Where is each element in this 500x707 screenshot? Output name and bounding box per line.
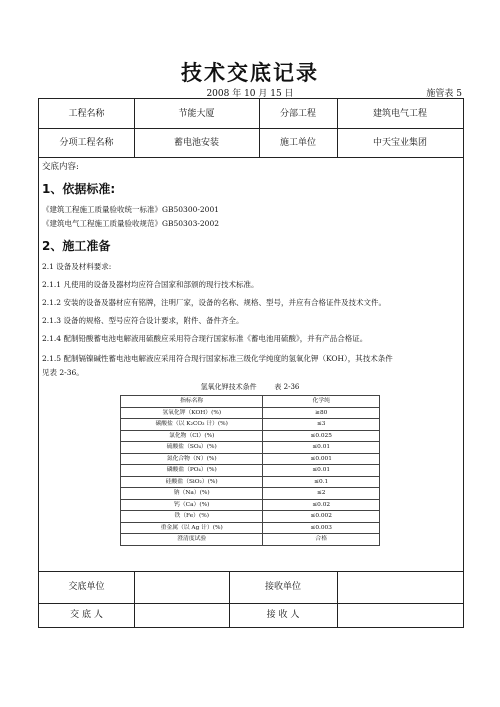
table-row <box>121 499 380 511</box>
table-row <box>121 465 380 477</box>
spec-table-caption: 氢氧化钾技术条件 表 2-36 <box>200 383 300 391</box>
project-name-label: 工程名称 <box>68 109 105 119</box>
table-row <box>121 488 380 500</box>
table-row <box>121 453 380 465</box>
form-number: 施管表 5 <box>426 89 462 99</box>
table-row <box>121 511 380 523</box>
sub-project-value: 建筑电气工程 <box>372 109 427 119</box>
table-cell: 硫酸盐（SO₄）(%) <box>121 442 263 454</box>
prep-item: 2.1.1 凡使用的设备及器材均应符合国家和部颁的现行技术标准。 <box>42 280 259 289</box>
footer-row-divider <box>39 603 463 604</box>
prep-item: 2.1.3 设备的规格、型号应符合设计要求，附件、备件齐全。 <box>42 316 244 325</box>
receiver-unit-label: 接收单位 <box>264 582 301 592</box>
table-cell: ≤0.001 <box>263 453 380 465</box>
handover-person-label: 交 底 人 <box>70 610 103 620</box>
table-cell: 氯化物（Cl）(%) <box>121 430 263 442</box>
table-cell: 磷酸盐（PO₄）(%) <box>121 465 263 477</box>
content-label: 交底内容: <box>42 162 79 172</box>
footer-col-divider-3 <box>337 571 338 627</box>
table-header-cell: 化学纯 <box>263 396 380 408</box>
content-area <box>42 160 454 379</box>
table-cell: 碳酸盐（以 K₂CO₃ 计）(%) <box>121 419 263 431</box>
receiver-person-label: 接 收 人 <box>266 610 300 620</box>
table-row <box>121 534 380 546</box>
table-cell: 钙（Ca）(%) <box>121 499 263 511</box>
table-cell: ≤0.025 <box>263 430 380 442</box>
table-cell: 钠（Na）(%) <box>121 488 263 500</box>
table-cell: 氮化合物（N）(%) <box>121 453 263 465</box>
table-row <box>121 430 380 442</box>
table-row <box>121 442 380 454</box>
table-cell: ≤0.003 <box>263 522 380 534</box>
table-cell: ≤0.02 <box>263 499 380 511</box>
table-cell: 铁（Fe）(%) <box>121 511 263 523</box>
preparation-items <box>42 258 454 379</box>
table-cell: 澄清度试验 <box>121 534 263 546</box>
table-cell: 氢氧化钾（KOH）(%) <box>121 407 263 419</box>
header-bottom-divider <box>39 157 463 158</box>
construction-unit-value: 中天宝业集团 <box>372 138 427 148</box>
header-row-divider <box>39 128 463 129</box>
prep-item: 2.1 设备及材料要求: <box>42 262 112 271</box>
construction-unit-label: 施工单位 <box>279 138 316 148</box>
standards-list <box>42 203 454 231</box>
table-cell: 硅酸盐（SiO₂）(%) <box>121 476 263 488</box>
handover-unit-label: 交底单位 <box>68 582 105 592</box>
table-header-cell: 指标名称 <box>121 396 263 408</box>
footer-col-divider-1 <box>134 571 135 627</box>
koh-spec-table <box>120 395 380 546</box>
project-name-value: 节能大厦 <box>178 109 215 119</box>
footer-top-divider <box>39 571 463 572</box>
table-cell: ≤0.1 <box>263 476 380 488</box>
prep-item-continued: 见表 2-36。 <box>42 368 84 377</box>
prep-item: 2.1.4 配制铅酸蓄电池电解液用硫酸应采用符合现行国家标准《蓄电池用硫酸》，并有产品合格证。 <box>42 334 368 343</box>
table-header-row <box>121 396 380 408</box>
item-name-label: 分项工程名称 <box>59 138 114 148</box>
prep-item: 2.1.2 安装的设备及器材应有铭牌，注明厂家，设备的名称、规格、型号，并应有合格证件及技术文件。 <box>42 298 386 307</box>
sub-project-label: 分部工程 <box>279 109 316 119</box>
table-cell: ≤0.01 <box>263 442 380 454</box>
section-heading-standards: 1、依据标准: <box>42 182 116 196</box>
table-cell: ≤2 <box>263 488 380 500</box>
table-cell: 重金属（以 Ag 计）(%) <box>121 522 263 534</box>
table-row <box>121 419 380 431</box>
table-row <box>121 522 380 534</box>
document-title: 技术交底记录 <box>181 61 319 85</box>
table-row <box>121 476 380 488</box>
document-date: 2008 年 10 月 15 日 <box>206 89 294 99</box>
table-cell: 合格 <box>263 534 380 546</box>
item-name-value: 蓄电池安装 <box>173 138 219 148</box>
prep-item: 2.1.5 配制镉镍碱性蓄电池电解液应采用符合现行国家标准三级化学纯度的氢氧化钾（KOH），其技术条件 <box>42 354 393 363</box>
table-row <box>121 407 380 419</box>
table-cell: ≤3 <box>263 419 380 431</box>
standard-item: 《建筑工程施工质量验收统一标准》GB50300-2001 <box>42 205 219 214</box>
table-cell: ≤0.01 <box>263 465 380 477</box>
table-cell: ≥80 <box>263 407 380 419</box>
table-cell: ≤0.002 <box>263 511 380 523</box>
section-heading-preparation: 2、施工准备 <box>42 239 111 253</box>
standard-item: 《建筑电气工程施工质量验收规范》GB50303-2002 <box>42 219 219 228</box>
